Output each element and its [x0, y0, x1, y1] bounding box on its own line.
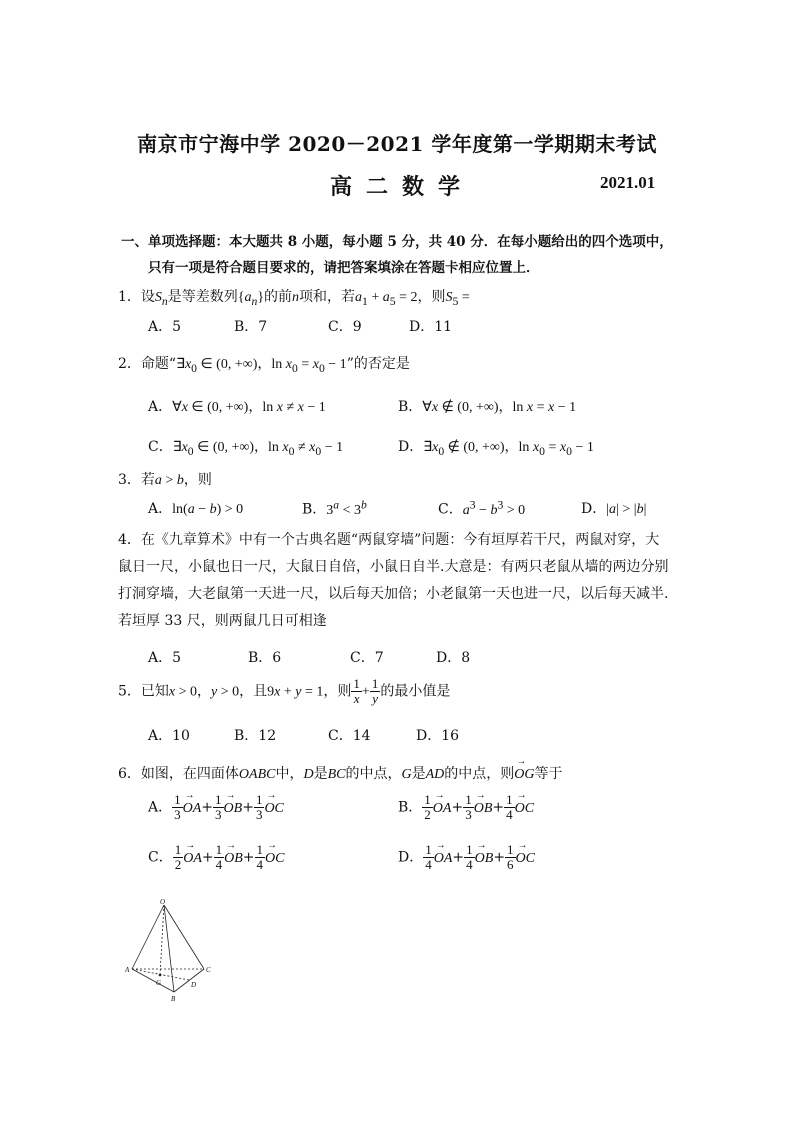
- q3-option-d[interactable]: D．|a| > |b|: [581, 501, 647, 517]
- question-2-stem: 2．命题“$\exists x_0$ ∈ (0, +∞)，$\ln x_0 = x_0 - 1$”的否定是: [118, 356, 410, 375]
- label-b: B: [171, 995, 176, 1003]
- q5-option-c[interactable]: C．14: [328, 728, 371, 744]
- q2-option-a[interactable]: A．∀x ∈ (0, +∞)，ln x ≠ x − 1: [148, 399, 326, 415]
- question-5-stem: 5．已知x > 0，y > 0，且9x + y = 1，则 $\frac{1}{x}$ + $\frac{1}{y}$ 的最小值是: [118, 676, 451, 706]
- question-6-stem: 6．如图，在四面体OABC中，D是BC的中点，G是AD的中点，则→ OG等于: [118, 763, 563, 783]
- edge-ab: [132, 969, 174, 992]
- tetrahedron-figure: [120, 895, 220, 1005]
- q2-option-c[interactable]: C．$\exists x_0$ ∈ (0, +∞)，$\ln x_0 \ne x_0 - 1$: [148, 439, 344, 458]
- label-o: O: [160, 898, 166, 906]
- subject-title: 高二数学: [330, 174, 475, 200]
- q5-option-b[interactable]: B．12: [234, 728, 277, 744]
- q1-option-b[interactable]: B．7: [234, 319, 268, 335]
- q3-option-c[interactable]: C．$a^3 - b^3 > 0$: [438, 498, 526, 518]
- segment-og: [160, 905, 164, 975]
- section-heading-line1: 一、单项选择题：本大题共 8 小题，每小题 5 分，共 40 分．在每小题给出的四个选项中，: [121, 234, 673, 250]
- q4-option-c[interactable]: C．7: [350, 650, 384, 666]
- label-d: D: [191, 981, 197, 989]
- q4-option-b[interactable]: B．6: [248, 650, 282, 666]
- label-c: C: [206, 966, 211, 974]
- q3-option-a[interactable]: A．ln(a − b) > 0: [148, 501, 244, 517]
- q6-option-b[interactable]: B． $\frac{1}{2}$ → OA+ $\frac{1}{3}$ → OB+ $\frac{1}{4}$ → OC: [398, 793, 534, 822]
- q1-option-a[interactable]: A．5: [148, 319, 182, 335]
- label-a: A: [125, 966, 130, 974]
- question-1-stem: 1．设$S_n$是等差数列$\{a_n\}$的前n项和，若$a_1 + a_5 = 2$，则$S_5$ =: [118, 289, 470, 308]
- q2-option-b[interactable]: B．∀x ∉ (0, +∞)，ln x = x − 1: [398, 399, 577, 415]
- question-3-stem: 3．若a > b，则: [118, 472, 212, 488]
- q4-option-a[interactable]: A．5: [148, 650, 182, 666]
- q5-option-d[interactable]: D．16: [416, 728, 460, 744]
- edge-bc: [174, 969, 204, 992]
- q6-option-d[interactable]: D． $\frac{1}{4}$ → OA+ $\frac{1}{4}$ → OB+ $\frac{1}{6}$ → OC: [398, 843, 535, 872]
- label-g: G: [156, 979, 162, 987]
- q3-option-b[interactable]: B．$3^a < 3^b$: [302, 498, 367, 518]
- q6-option-a[interactable]: A． $\frac{1}{3}$ → OA+ $\frac{1}{3}$ → OB+ $\frac{1}{3}$ → OC: [148, 793, 284, 822]
- exam-date: 2021.01: [600, 173, 656, 192]
- section-heading-line2: 只有一项是符合题目要求的，请把答案填涂在答题卡相应位置上．: [148, 260, 540, 276]
- exam-title: 南京市宁海中学 2020－2021 学年度第一学期期末考试: [137, 132, 657, 156]
- q1-option-c[interactable]: C．9: [328, 319, 362, 335]
- q4-option-d[interactable]: D．8: [436, 650, 471, 666]
- question-4-stem: 4．在《九章算术》中有一个古典名题“两鼠穿墙”问题：今有垣厚若干尺，两鼠对穿，大 鼠日一尺，小鼠也日一尺，大鼠日自倍，小鼠日自半.大意是：有两只老鼠从墙的两边分别 打洞穿墙，大老鼠第一天进一尺，以后每天加倍；小老鼠第一天也进一尺，以后每天减半. 若垣厚 33 尺，则两鼠几日可相逢: [118, 532, 669, 629]
- edge-oa: [132, 905, 164, 969]
- q5-option-a[interactable]: A．10: [148, 728, 190, 744]
- point-g: [159, 974, 162, 977]
- q1-option-d[interactable]: D．11: [409, 319, 453, 335]
- q2-option-d[interactable]: D．$\exists x_0$ ∉ (0, +∞)，$\ln x_0 = x_0 - 1$: [398, 439, 594, 458]
- q6-option-c[interactable]: C． $\frac{1}{2}$ → OA+ $\frac{1}{4}$ → OB+ $\frac{1}{4}$ → OC: [148, 843, 284, 872]
